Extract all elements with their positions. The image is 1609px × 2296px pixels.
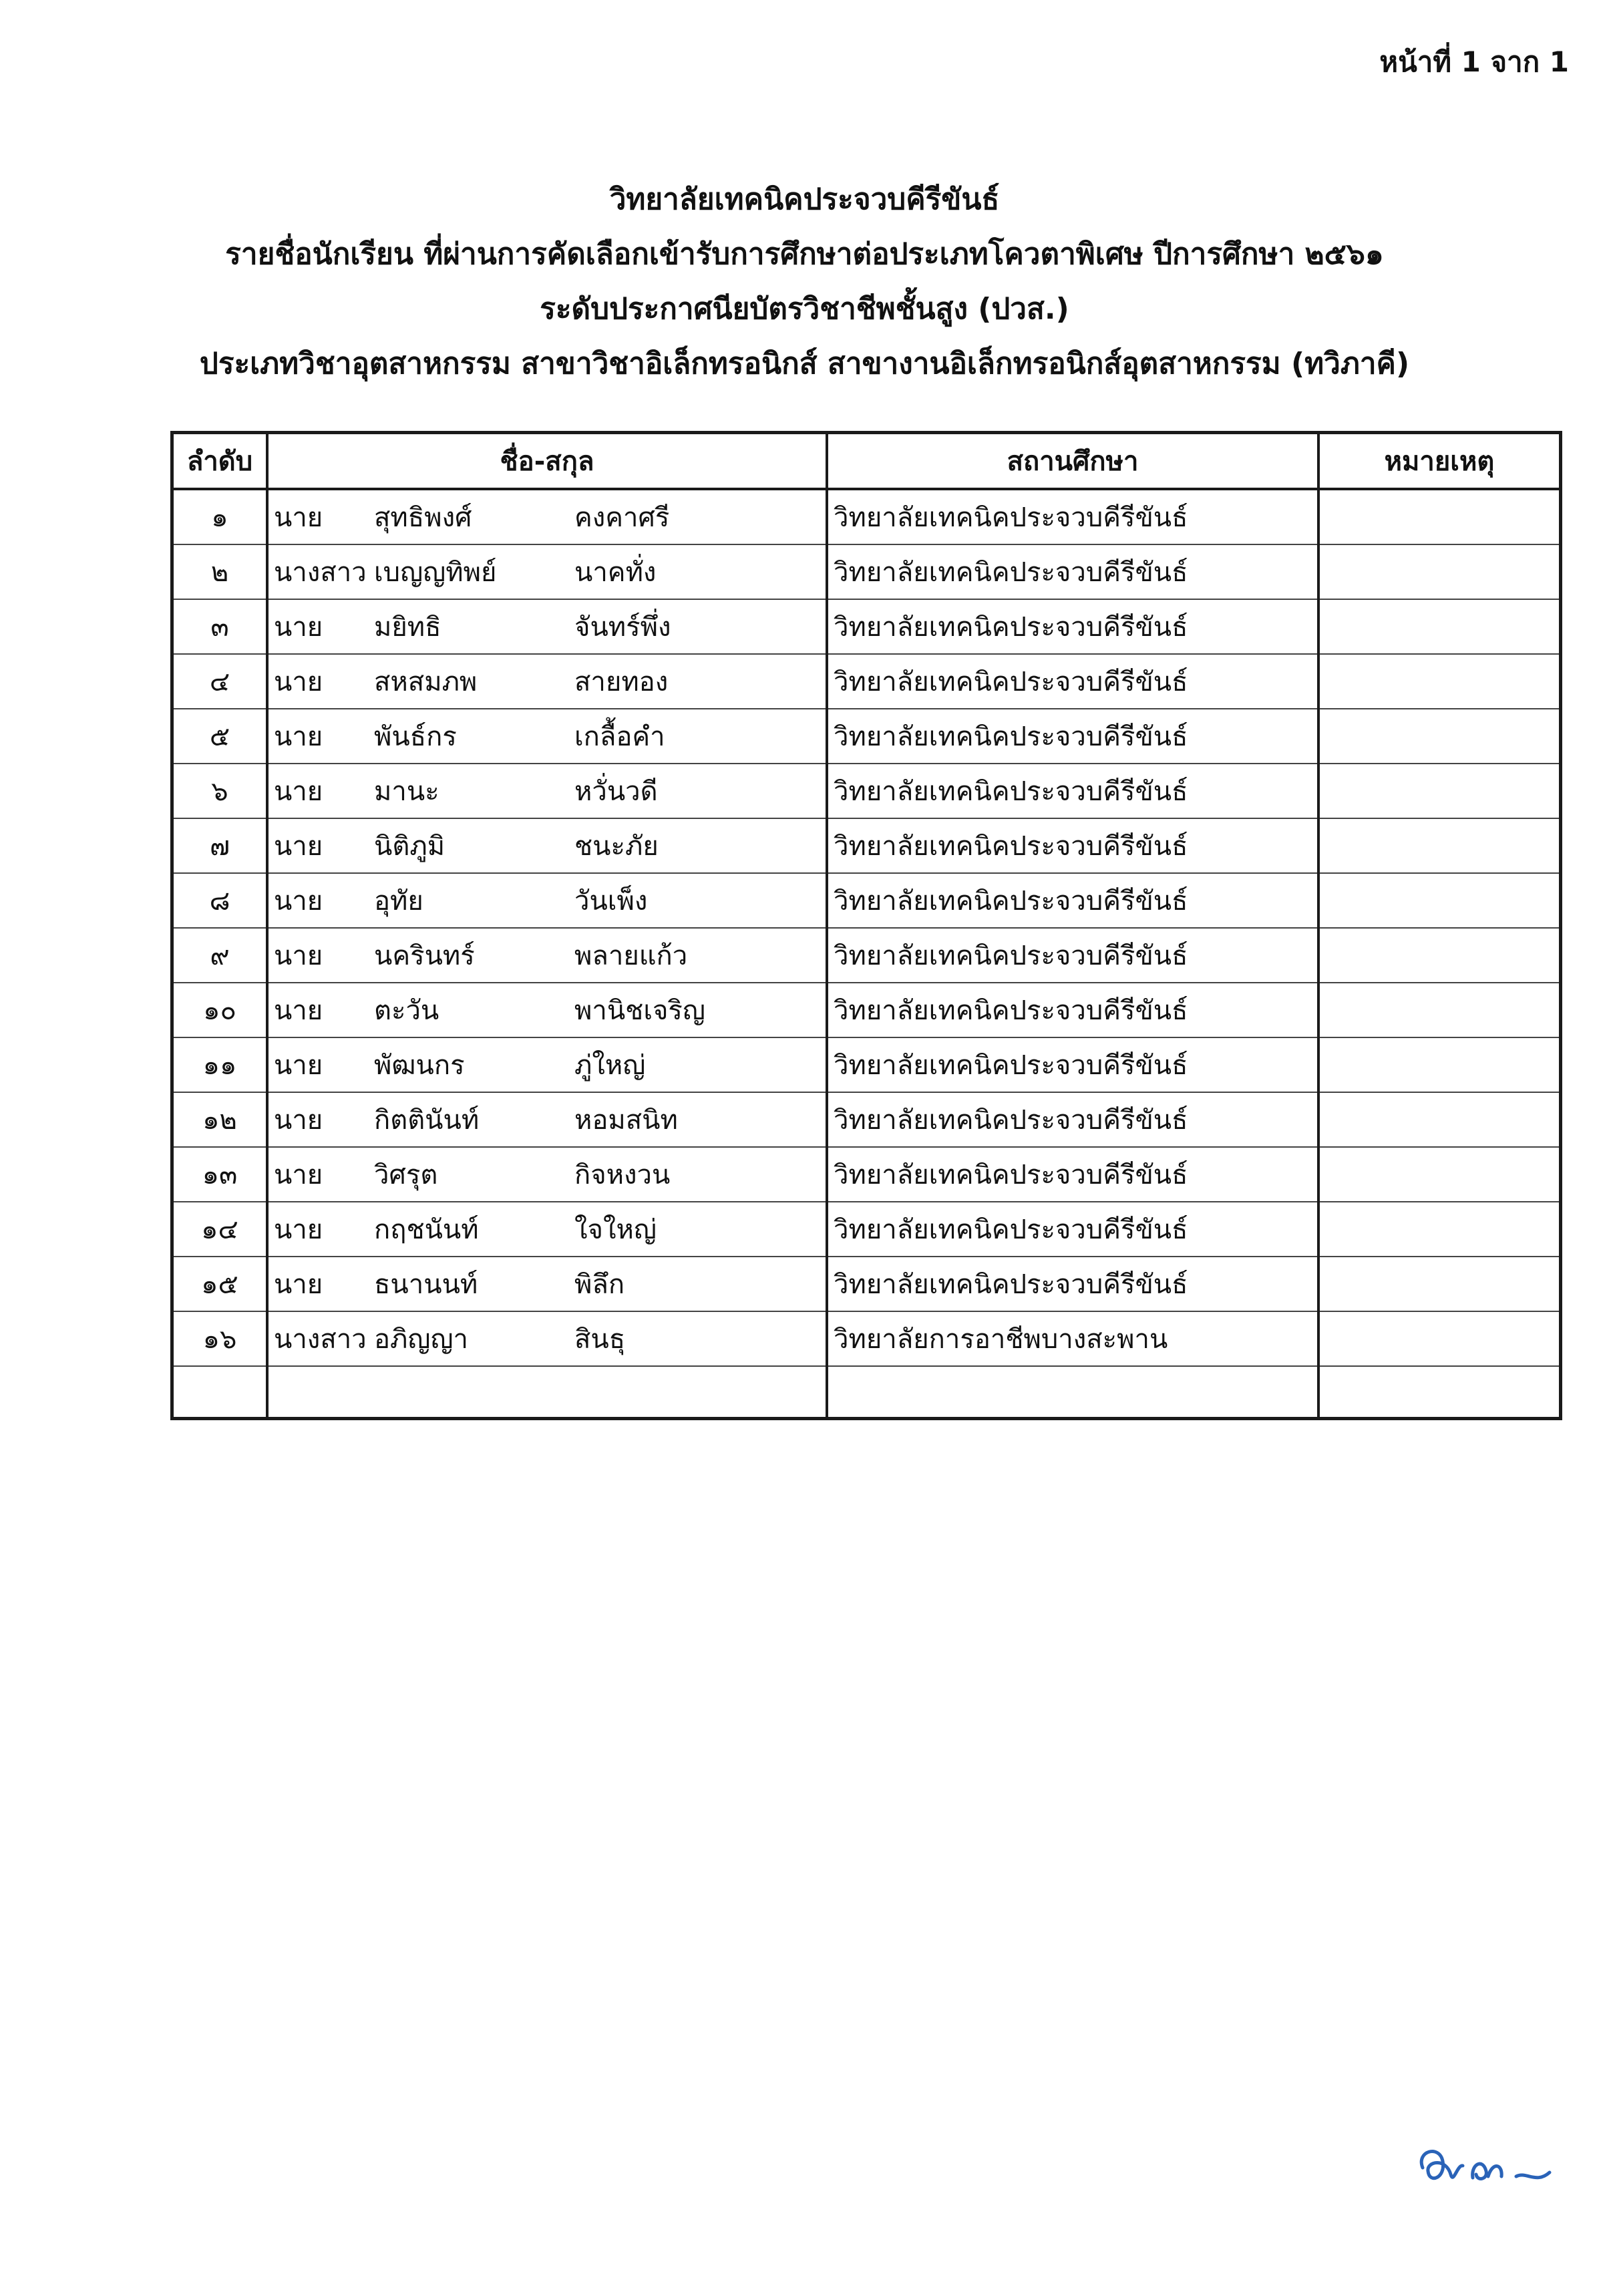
row-school: วิทยาลัยเทคนิคประจวบคีรีขันธ์ (827, 1147, 1318, 1202)
row-remark (1318, 1202, 1561, 1257)
row-last-name: วันเพ็ง (574, 886, 648, 917)
row-last-name: พลายแก้ว (574, 941, 688, 971)
table-row (172, 818, 1561, 873)
header-program: ประเภทวิชาอุตสาหกรรม สาขาวิชาอิเล็กทรอนิกส์ สาขางานอิเล็กทรอนิกส์อุตสาหกรรม (ทวิภาคี) (199, 347, 1410, 381)
row-order: ๑๕ (172, 1257, 268, 1311)
table-row (172, 928, 1561, 983)
row-title: นาย (274, 612, 323, 643)
table-row (172, 599, 1561, 654)
row-remark (1318, 1147, 1561, 1202)
row-first-name: มานะ (374, 776, 439, 807)
row-school: วิทยาลัยเทคนิคประจวบคีรีขันธ์ (827, 983, 1318, 1037)
table-row (172, 1311, 1561, 1366)
table-row (172, 544, 1561, 599)
row-title: นางสาว (274, 1324, 367, 1355)
row-last-name: สินธุ (574, 1324, 626, 1355)
header-college-name: วิทยาลัยเทคนิคประจวบคีรีขันธ์ (609, 182, 1000, 216)
row-remark (1318, 599, 1561, 654)
row-order: ๑๖ (172, 1311, 268, 1366)
header-name: ชื่อ-สกุล (267, 433, 827, 490)
empty-cell (267, 1366, 827, 1419)
row-last-name: หวั่นวดี (574, 776, 658, 807)
row-remark (1318, 1257, 1561, 1311)
row-first-name: กิตตินันท์ (374, 1105, 480, 1136)
row-full-name (267, 654, 827, 709)
row-title: นางสาว (274, 557, 367, 588)
row-last-name: เกลื้อคำ (574, 721, 665, 752)
row-remark (1318, 544, 1561, 599)
row-school: วิทยาลัยเทคนิคประจวบคีรีขันธ์ (827, 654, 1318, 709)
row-remark (1318, 489, 1561, 544)
row-order: ๑๑ (172, 1037, 268, 1092)
row-full-name (267, 873, 827, 928)
table-row (172, 709, 1561, 764)
table-row-empty (172, 1366, 1561, 1419)
header-order: ลำดับ (172, 433, 268, 490)
row-first-name: ตะวัน (374, 995, 439, 1026)
row-remark (1318, 928, 1561, 983)
row-first-name: กฤชนันท์ (374, 1214, 479, 1245)
row-order: ๘ (172, 873, 268, 928)
row-full-name (267, 1092, 827, 1147)
row-title: นาย (274, 502, 323, 533)
row-school: วิทยาลัยเทคนิคประจวบคีรีขันธ์ (827, 1037, 1318, 1092)
row-full-name (267, 709, 827, 764)
student-table (170, 431, 1562, 1420)
row-last-name: พิลึก (574, 1269, 625, 1300)
row-full-name (267, 1037, 827, 1092)
row-remark (1318, 983, 1561, 1037)
row-first-name: มยิทธิ (374, 612, 441, 643)
signature-initials (1409, 2138, 1570, 2198)
row-title: นาย (274, 995, 323, 1026)
row-school: วิทยาลัยเทคนิคประจวบคีรีขันธ์ (827, 928, 1318, 983)
row-remark (1318, 818, 1561, 873)
row-last-name: ชนะภัย (574, 831, 659, 862)
row-order: ๑๔ (172, 1202, 268, 1257)
row-full-name (267, 1202, 827, 1257)
row-remark (1318, 873, 1561, 928)
row-school: วิทยาลัยเทคนิคประจวบคีรีขันธ์ (827, 599, 1318, 654)
table-row (172, 1202, 1561, 1257)
row-full-name (267, 544, 827, 599)
row-order: ๙ (172, 928, 268, 983)
empty-cell (172, 1366, 268, 1419)
document-header (0, 172, 1609, 391)
row-last-name: นาคทั่ง (574, 557, 657, 588)
table-row (172, 764, 1561, 818)
page-number: หน้าที่ 1 จาก 1 (1379, 45, 1569, 78)
header-remark: หมายเหตุ (1318, 433, 1561, 490)
row-title: นาย (274, 886, 323, 917)
empty-cell (1318, 1366, 1561, 1419)
row-first-name: พันธ์กร (374, 721, 457, 752)
row-last-name: พานิชเจริญ (574, 995, 705, 1026)
row-school: วิทยาลัยเทคนิคประจวบคีรีขันธ์ (827, 1257, 1318, 1311)
row-full-name (267, 1147, 827, 1202)
row-order: ๓ (172, 599, 268, 654)
row-title: นาย (274, 941, 323, 971)
table-row (172, 654, 1561, 709)
table-row (172, 1037, 1561, 1092)
table-row (172, 1257, 1561, 1311)
row-remark (1318, 764, 1561, 818)
row-school: วิทยาลัยเทคนิคประจวบคีรีขันธ์ (827, 544, 1318, 599)
row-title: นาย (274, 831, 323, 862)
row-school: วิทยาลัยเทคนิคประจวบคีรีขันธ์ (827, 818, 1318, 873)
header-level: ระดับประกาศนียบัตรวิชาชีพชั้นสูง (ปวส.) (540, 292, 1069, 326)
row-title: นาย (274, 667, 323, 697)
row-title: นาย (274, 1050, 323, 1081)
row-remark (1318, 654, 1561, 709)
row-order: ๕ (172, 709, 268, 764)
row-full-name (267, 764, 827, 818)
row-title: นาย (274, 1214, 323, 1245)
row-last-name: คงคาศรี (574, 502, 670, 533)
row-full-name (267, 1257, 827, 1311)
row-full-name (267, 489, 827, 544)
row-title: นาย (274, 776, 323, 807)
row-school: วิทยาลัยเทคนิคประจวบคีรีขันธ์ (827, 873, 1318, 928)
row-school: วิทยาลัยการอาชีพบางสะพาน (827, 1311, 1318, 1366)
row-title: นาย (274, 1160, 323, 1190)
row-school: วิทยาลัยเทคนิคประจวบคีรีขันธ์ (827, 489, 1318, 544)
row-full-name (267, 818, 827, 873)
row-last-name: ใจใหญ่ (574, 1214, 657, 1245)
table-row (172, 489, 1561, 544)
row-first-name: วิศรุต (374, 1160, 438, 1190)
row-school: วิทยาลัยเทคนิคประจวบคีรีขันธ์ (827, 709, 1318, 764)
table-row (172, 983, 1561, 1037)
table-row (172, 873, 1561, 928)
row-school: วิทยาลัยเทคนิคประจวบคีรีขันธ์ (827, 764, 1318, 818)
row-last-name: ภู่ใหญ่ (574, 1050, 646, 1081)
row-last-name: สายทอง (574, 667, 669, 697)
row-order: ๒ (172, 544, 268, 599)
row-remark (1318, 1092, 1561, 1147)
row-full-name (267, 983, 827, 1037)
row-school: วิทยาลัยเทคนิคประจวบคีรีขันธ์ (827, 1202, 1318, 1257)
row-first-name: นครินทร์ (374, 941, 475, 971)
row-title: นาย (274, 1105, 323, 1136)
table-row (172, 1092, 1561, 1147)
row-first-name: ธนานนท์ (374, 1269, 478, 1300)
row-remark (1318, 709, 1561, 764)
row-first-name: พัฒนกร (374, 1050, 465, 1081)
row-first-name: นิติภูมิ (374, 831, 445, 862)
row-order: ๑๓ (172, 1147, 268, 1202)
row-full-name (267, 928, 827, 983)
row-title: นาย (274, 721, 323, 752)
row-order: ๔ (172, 654, 268, 709)
row-first-name: อภิญญา (374, 1324, 469, 1355)
row-school: วิทยาลัยเทคนิคประจวบคีรีขันธ์ (827, 1092, 1318, 1147)
row-order: ๑๒ (172, 1092, 268, 1147)
row-remark (1318, 1037, 1561, 1092)
header-list-title: รายชื่อนักเรียน ที่ผ่านการคัดเลือกเข้ารับการศึกษาต่อประเภทโควตาพิเศษ ปีการศึกษา ๒๕๖๑ (225, 237, 1384, 271)
row-first-name: สุทธิพงศ์ (374, 502, 472, 533)
row-order: ๑ (172, 489, 268, 544)
table-row (172, 1147, 1561, 1202)
row-first-name: สหสมภพ (374, 667, 478, 697)
table-header-row (172, 433, 1561, 490)
row-full-name (267, 1311, 827, 1366)
row-first-name: อุทัย (374, 886, 423, 917)
empty-cell (827, 1366, 1318, 1419)
row-order: ๑๐ (172, 983, 268, 1037)
table-body (172, 489, 1561, 1419)
row-last-name: หอมสนิท (574, 1105, 678, 1136)
row-last-name: กิจหงวน (574, 1160, 671, 1190)
header-school: สถานศึกษา (827, 433, 1318, 490)
row-remark (1318, 1311, 1561, 1366)
row-order: ๖ (172, 764, 268, 818)
row-order: ๗ (172, 818, 268, 873)
row-title: นาย (274, 1269, 323, 1300)
row-first-name: เบญญทิพย์ (374, 557, 497, 588)
row-last-name: จันทร์พึ่ง (574, 612, 671, 643)
row-full-name (267, 599, 827, 654)
